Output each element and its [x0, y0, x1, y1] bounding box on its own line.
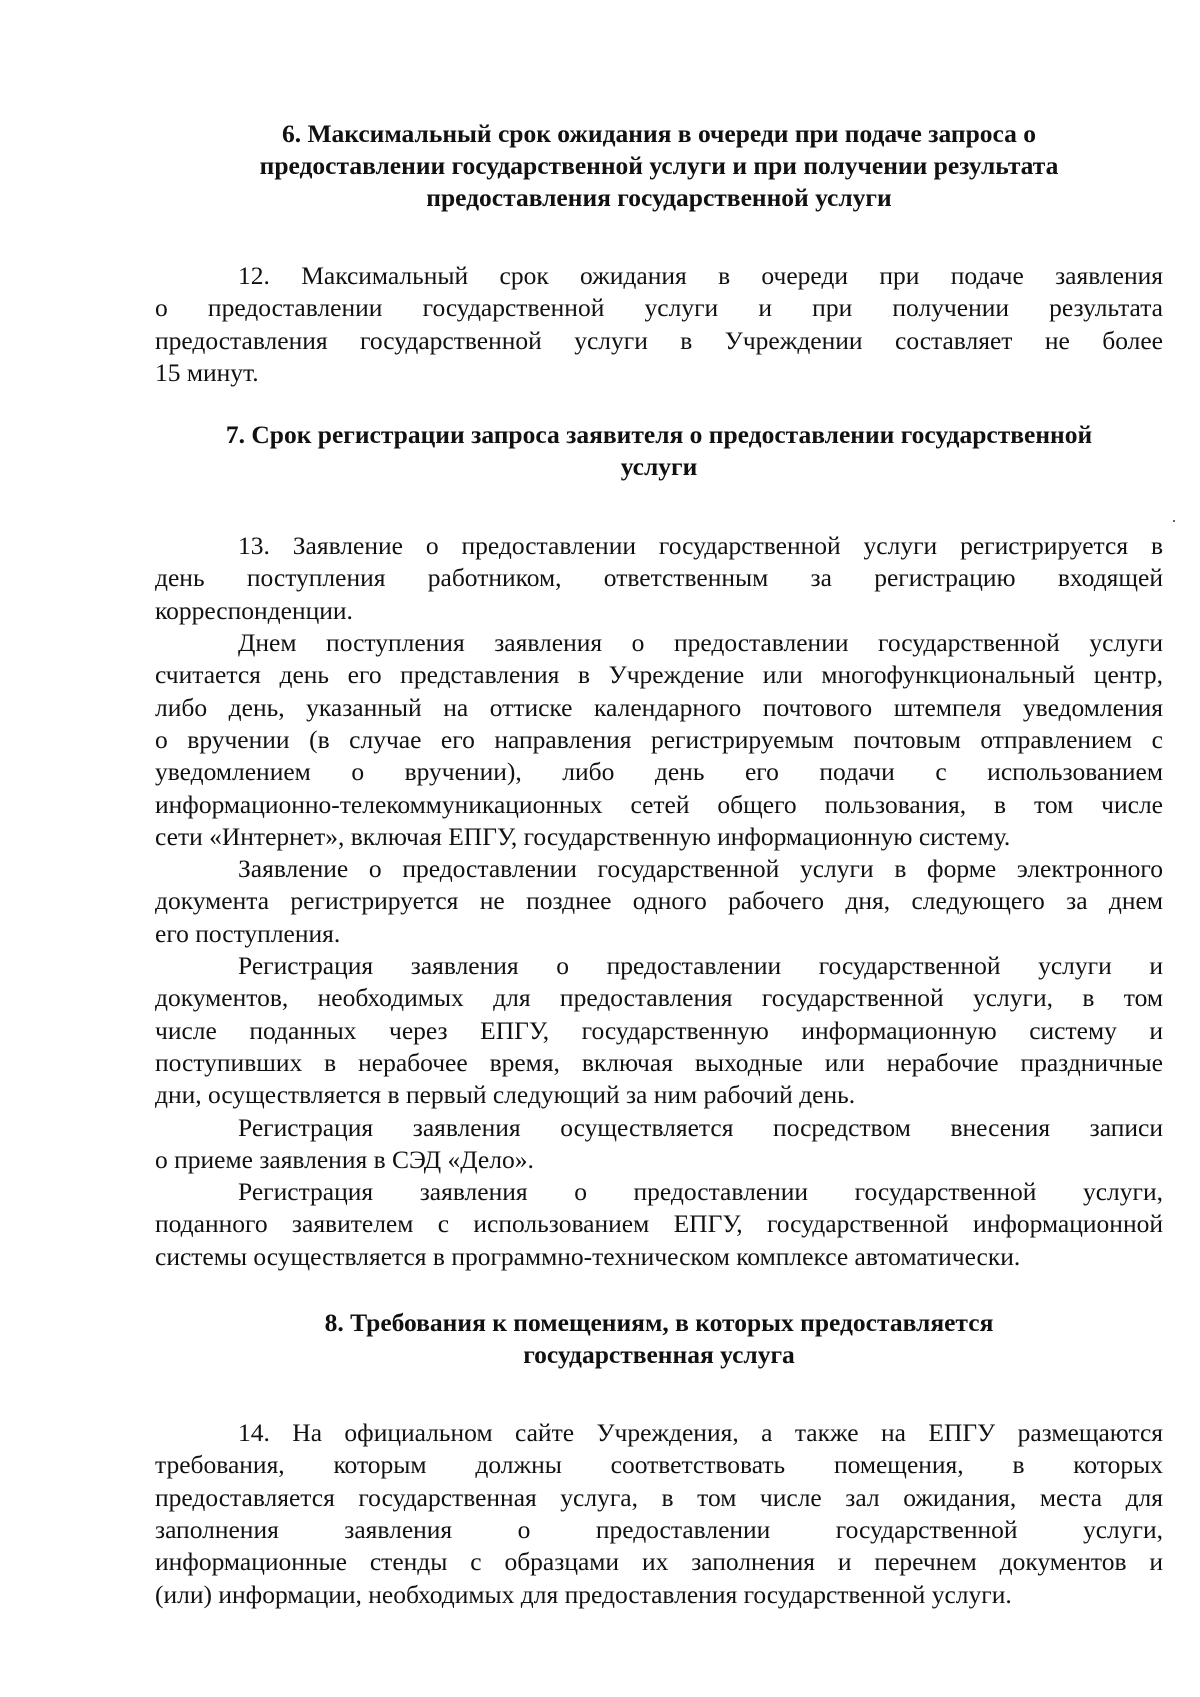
text-line: Регистрация заявления осуществляется посредством внесения записи [238, 1112, 1163, 1142]
text-line: предоставления государственной услуги в Учреждении составляет не более [155, 325, 1163, 355]
section-6-heading [155, 118, 1163, 214]
section-7-heading [155, 419, 1163, 483]
text-line: его поступления. [155, 918, 341, 948]
text-line: 14. На официальном сайте Учреждения, а также на ЕПГУ размещаются [238, 1418, 1163, 1448]
text-line: Заявление о предоставлении государственной услуги в форме электронного [238, 854, 1163, 884]
text-line: либо день, указанный на оттиске календарного почтового штемпеля уведомления [155, 692, 1163, 722]
text-line: 15 минут. [155, 357, 259, 387]
paragraph-13 [155, 530, 1163, 1273]
text-line: корреспонденции. [155, 595, 353, 625]
text-line: 12. Максимальный срок ожидания в очереди при подаче заявления [238, 261, 1163, 290]
text-line: о предоставлении государственной услуги и при получении результата [155, 293, 1163, 323]
paragraph-14 [155, 1417, 1163, 1611]
text-line: Регистрация заявления о предоставлении государственной услуги и [238, 951, 1163, 981]
text-line: день поступления работником, ответственным за регистрацию входящей [155, 563, 1163, 593]
text-line: 13. Заявление о предоставлении государственной услуги регистрируется в [238, 531, 1163, 561]
paragraph-12 [155, 260, 1163, 389]
text-line: о приеме заявления в СЭД «Дело». [155, 1144, 534, 1174]
text-line: считается день его представления в Учреждение или многофункциональный центр, [155, 660, 1163, 690]
text-line: числе поданных через ЕПГУ, государственную информационную систему и [155, 1015, 1163, 1045]
text-line: уведомлением о вручении), либо день его подачи с использованием [155, 757, 1163, 787]
heading-line: 8. Требования к помещениям, в которых предоставляется [324, 1308, 994, 1338]
text-line: документов, необходимых для предоставления государственной услуги, в том [155, 983, 1163, 1013]
text-line: документа регистрируется не позднее одного рабочего дня, следующего за днем [155, 886, 1163, 916]
text-line: сети «Интернет», включая ЕПГУ, государственную информационную систему. [155, 821, 1011, 851]
document-page [155, 118, 1163, 1611]
text-line: информационные стенды с образцами их заполнения и перечнем документов и [155, 1547, 1163, 1577]
text-line: информационно-телекоммуникационных сетей общего пользования, в том числе [155, 789, 1163, 819]
text-line: поданного заявителем с использованием ЕПГУ, государственной информационной [155, 1209, 1163, 1239]
text-line: Регистрация заявления о предоставлении государственной услуги, [238, 1177, 1163, 1207]
heading-line: предоставления государственной услуги [426, 183, 892, 212]
text-line: (или) информации, необходимых для предоставления государственной услуги. [155, 1579, 1012, 1609]
section-8-heading [155, 1307, 1163, 1371]
text-line: системы осуществляется в программно-техническом комплексе автоматически. [155, 1241, 1021, 1271]
heading-line: государственная услуга [523, 1340, 795, 1370]
scan-speck [1173, 520, 1175, 522]
heading-line: 6. Максимальный срок ожидания в очереди при подаче запроса о [281, 119, 1037, 148]
text-line: заполнения заявления о предоставлении государственной услуги, [155, 1514, 1163, 1544]
heading-line: предоставлении государственной услуги и при получении результата [259, 151, 1059, 180]
text-line: поступивших в нерабочее время, включая выходные или нерабочие праздничные [155, 1047, 1163, 1077]
text-line: требования, которым должны соответствовать помещения, в которых [155, 1450, 1163, 1480]
text-line: о вручении (в случае его направления регистрируемым почтовым отправлением с [155, 724, 1163, 754]
text-line: предоставляется государственная услуга, в том числе зал ожидания, места для [155, 1482, 1163, 1512]
heading-line: 7. Срок регистрации запроса заявителя о предоставлении государственной [225, 420, 1093, 450]
text-line: Днем поступления заявления о предоставлении государственной услуги [238, 628, 1163, 658]
heading-line: услуги [620, 452, 698, 482]
text-line: дни, осуществляется в первый следующий за ним рабочий день. [155, 1080, 856, 1110]
